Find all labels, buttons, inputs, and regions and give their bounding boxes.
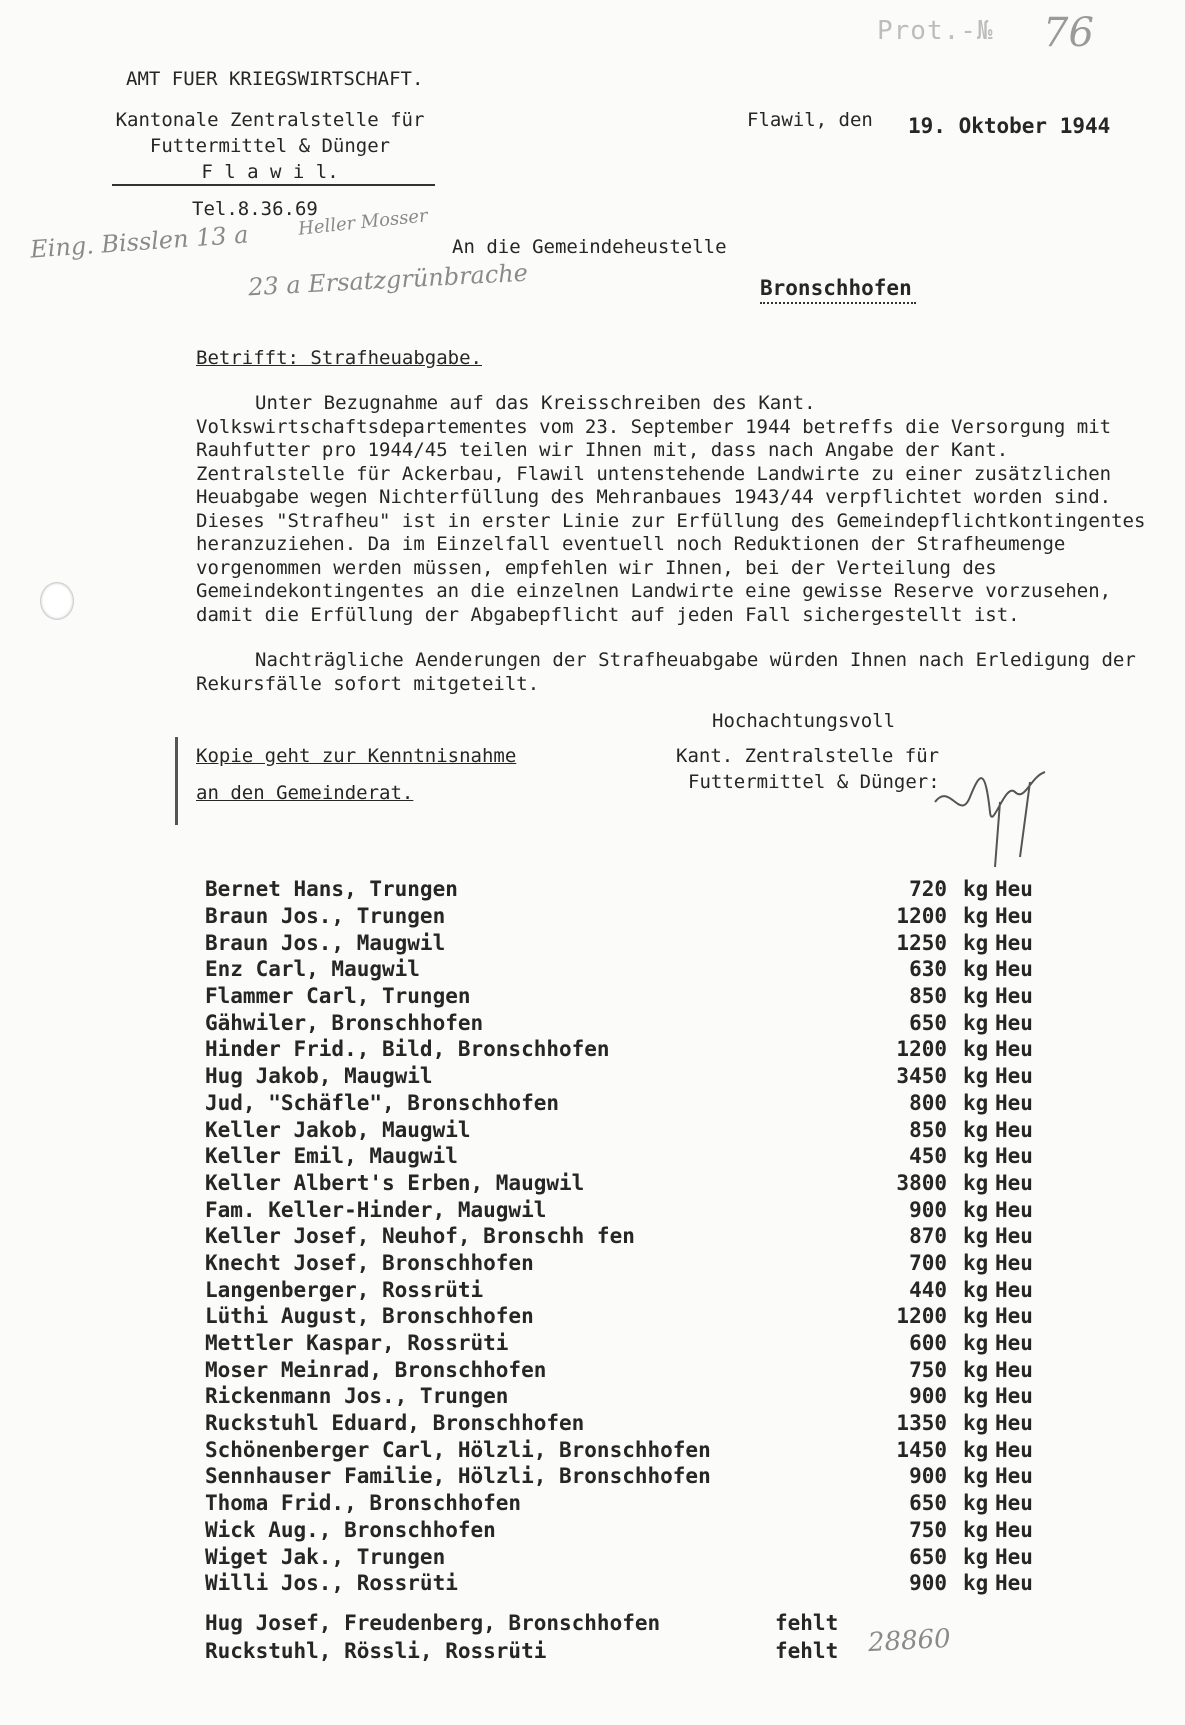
entry-name: Willi Jos., Rossrüti bbox=[205, 1571, 458, 1596]
entry-item: Heu bbox=[995, 1277, 1033, 1302]
copy-note-line1: Kopie geht zur Kenntnisnahme bbox=[196, 745, 517, 767]
table-row bbox=[205, 1463, 1055, 1490]
entry-item: Heu bbox=[995, 1464, 1033, 1489]
entry-item: Heu bbox=[995, 957, 1033, 982]
table-row bbox=[205, 1303, 1055, 1330]
entry-item: Heu bbox=[995, 1437, 1033, 1462]
entry-quantity: 1250 bbox=[896, 930, 947, 955]
entry-item: Heu bbox=[995, 1064, 1033, 1089]
entry-unit: kg bbox=[963, 1250, 989, 1275]
table-row bbox=[205, 1517, 1055, 1544]
entry-name: Enz Carl, Maugwil bbox=[205, 957, 420, 982]
entry-quantity: 3450 bbox=[896, 1064, 947, 1089]
entry-quantity: 750 bbox=[909, 1357, 947, 1382]
entry-name: Hug Jakob, Maugwil bbox=[205, 1064, 433, 1089]
entry-item: Heu bbox=[995, 1411, 1033, 1436]
body-paragraph-1: Unter Bezugnahme auf das Kreisschreiben des Kant. Volkswirtschaftsdepartementes vom 23. September 1944 betreffs die Versorgung mit Rauhfutter pro 1944/45 teilen wir Ihnen mit, dass nach Angabe der Kant. Zentralstelle für Ackerbau, Flawil untenstehende Landwirte zu einer zusätzlichen Heuabgabe wegen Nichterfüllung des Mehranbaues 1943/44 verpflichtet worden sind. Dieses "Strafheu" ist in erster Linie zur Erfüllung des Gemeindepflichtkontingentes heranzuziehen. Da im Einzelfall eventuell noch Reduktionen der Strafheumenge vorgenommen werden müssen, empfehlen wir Ihnen, bei der Verteilung des Gemeindekontingentes an die einzelnen Landwirte eine gewisse Reserve vorzusehen, damit die Erfüllung der Abgabepflicht auf jeden Fall sichergestellt ist. bbox=[196, 392, 1146, 626]
table-row bbox=[205, 983, 1055, 1010]
entry-item: Heu bbox=[995, 1144, 1033, 1169]
entry-unit: kg bbox=[963, 1517, 989, 1542]
entry-quantity: 600 bbox=[909, 1331, 947, 1356]
entry-item: Heu bbox=[995, 1331, 1033, 1356]
entry-quantity: 900 bbox=[909, 1384, 947, 1409]
entry-item: Heu bbox=[995, 1117, 1033, 1142]
handwritten-signature bbox=[930, 762, 1060, 872]
entry-name: Flammer Carl, Trungen bbox=[205, 984, 471, 1009]
date-place: Flawil, den bbox=[747, 109, 873, 131]
sender-line3: Futtermittel & Dünger bbox=[149, 135, 391, 157]
entry-quantity: 720 bbox=[909, 877, 947, 902]
entry-name: Thoma Frid., Bronschhofen bbox=[205, 1491, 522, 1516]
recipient-place: Bronschhofen bbox=[760, 276, 916, 304]
entry-unit: kg bbox=[963, 984, 989, 1009]
entry-quantity: 850 bbox=[909, 1117, 947, 1142]
entry-item: Heu bbox=[995, 930, 1033, 955]
entry-quantity: 1450 bbox=[896, 1437, 947, 1462]
entry-quantity: 1200 bbox=[896, 1037, 947, 1062]
entry-unit: kg bbox=[963, 1010, 989, 1035]
entry-name: Gähwiler, Bronschhofen bbox=[205, 1010, 484, 1035]
entry-name: Schönenberger Carl, Hölzli, Bronschhofen bbox=[205, 1437, 711, 1462]
entry-name: Moser Meinrad, Bronschhofen bbox=[205, 1357, 547, 1382]
entry-quantity: 700 bbox=[909, 1250, 947, 1275]
entry-quantity: 650 bbox=[909, 1010, 947, 1035]
protocol-stamp-label: Prot.-№ bbox=[877, 16, 994, 46]
entry-unit: kg bbox=[963, 1491, 989, 1516]
entry-item: Heu bbox=[995, 1090, 1033, 1115]
entry-name: Hinder Frid., Bild, Bronschhofen bbox=[205, 1037, 610, 1062]
entry-item: Heu bbox=[995, 877, 1033, 902]
entry-name: Sennhauser Familie, Hölzli, Bronschhofen bbox=[205, 1464, 711, 1489]
entry-item: Heu bbox=[995, 1250, 1033, 1275]
entry-item: Heu bbox=[995, 1544, 1033, 1569]
entry-quantity: 630 bbox=[909, 957, 947, 982]
entry-unit: kg bbox=[963, 1170, 989, 1195]
entry-unit: kg bbox=[963, 1544, 989, 1569]
entry-unit: kg bbox=[963, 1117, 989, 1142]
sender-phone: Tel.8.36.69 bbox=[192, 198, 318, 220]
entry-quantity: 900 bbox=[909, 1464, 947, 1489]
entry-quantity: 800 bbox=[909, 1090, 947, 1115]
entry-quantity: 650 bbox=[909, 1491, 947, 1516]
entry-item: Heu bbox=[995, 1571, 1033, 1596]
table-row bbox=[205, 1410, 1055, 1437]
margin-bracket bbox=[175, 737, 178, 825]
entry-item: Heu bbox=[995, 1517, 1033, 1542]
table-row bbox=[205, 1196, 1055, 1223]
closing-signature-line1: Kant. Zentralstelle für bbox=[676, 745, 940, 767]
table-row bbox=[205, 1276, 1055, 1303]
entry-unit: kg bbox=[963, 1384, 989, 1409]
entry-quantity: 900 bbox=[909, 1571, 947, 1596]
entry-item: Heu bbox=[995, 1224, 1033, 1249]
entry-item: Heu bbox=[995, 1384, 1033, 1409]
closing-greeting: Hochachtungsvoll bbox=[712, 710, 896, 732]
entry-unit: kg bbox=[963, 1064, 989, 1089]
missing-row bbox=[205, 1609, 905, 1637]
entry-quantity: 1350 bbox=[896, 1411, 947, 1436]
copy-note-line2: an den Gemeinderat. bbox=[196, 782, 414, 804]
table-row bbox=[205, 1223, 1055, 1250]
closing-signature-line2: Futtermittel & Dünger: bbox=[688, 771, 940, 793]
entry-name: Bernet Hans, Trungen bbox=[205, 877, 458, 902]
table-row bbox=[205, 1009, 1055, 1036]
sender-office: AMT FUER KRIEGSWIRTSCHAFT. bbox=[126, 68, 424, 90]
entry-unit: kg bbox=[963, 1090, 989, 1115]
entry-name: Lüthi August, Bronschhofen bbox=[205, 1304, 534, 1329]
entry-unit: kg bbox=[963, 1411, 989, 1436]
subject-line: Betrifft: Strafheuabgabe. bbox=[196, 347, 482, 369]
body-paragraph-2: Nachträgliche Aenderungen der Strafheuabgabe würden Ihnen nach Erledigung der Rekursfälle sofort mitgeteilt. bbox=[196, 649, 1136, 695]
missing-name: Hug Josef, Freudenberg, Bronschhofen bbox=[205, 1611, 661, 1635]
missing-entries bbox=[205, 1609, 905, 1665]
entry-item: Heu bbox=[995, 904, 1033, 929]
table-row bbox=[205, 876, 1055, 903]
entry-quantity: 650 bbox=[909, 1544, 947, 1569]
date-value: 19. Oktober 1944 bbox=[908, 114, 1111, 138]
table-row bbox=[205, 1436, 1055, 1463]
entry-quantity: 750 bbox=[909, 1517, 947, 1542]
entry-quantity: 3800 bbox=[896, 1170, 947, 1195]
protocol-stamp-number: 76 bbox=[1043, 10, 1094, 56]
entry-item: Heu bbox=[995, 1491, 1033, 1516]
table-row bbox=[205, 1356, 1055, 1383]
entry-unit: kg bbox=[963, 1571, 989, 1596]
entry-name: Keller Emil, Maugwil bbox=[205, 1144, 458, 1169]
table-row bbox=[205, 1490, 1055, 1517]
entry-item: Heu bbox=[995, 1170, 1033, 1195]
entry-name: Wiget Jak., Trungen bbox=[205, 1544, 446, 1569]
entry-unit: kg bbox=[963, 1224, 989, 1249]
entry-quantity: 1200 bbox=[896, 1304, 947, 1329]
entry-unit: kg bbox=[963, 877, 989, 902]
table-row bbox=[205, 1570, 1055, 1597]
recipient-line1: An die Gemeindeheustelle bbox=[452, 236, 727, 258]
missing-status: fehlt bbox=[775, 1611, 839, 1635]
entry-unit: kg bbox=[963, 1037, 989, 1062]
entry-name: Ruckstuhl Eduard, Bronschhofen bbox=[205, 1411, 585, 1436]
table-row bbox=[205, 956, 1055, 983]
table-row bbox=[205, 1090, 1055, 1117]
table-row bbox=[205, 1063, 1055, 1090]
entry-name: Jud, "Schäfle", Bronschhofen bbox=[205, 1090, 560, 1115]
entry-quantity: 900 bbox=[909, 1197, 947, 1222]
entry-unit: kg bbox=[963, 904, 989, 929]
hay-levy-table bbox=[205, 876, 1055, 1597]
entry-unit: kg bbox=[963, 1277, 989, 1302]
missing-status: fehlt bbox=[775, 1639, 839, 1663]
table-row bbox=[205, 1250, 1055, 1277]
entry-item: Heu bbox=[995, 984, 1033, 1009]
table-row bbox=[205, 1543, 1055, 1570]
entry-unit: kg bbox=[963, 1197, 989, 1222]
table-row bbox=[205, 1330, 1055, 1357]
entry-item: Heu bbox=[995, 1010, 1033, 1035]
table-row bbox=[205, 1116, 1055, 1143]
table-row bbox=[205, 929, 1055, 956]
sender-line4: F l a w i l. bbox=[201, 161, 339, 183]
handwritten-total: 28860 bbox=[867, 1623, 952, 1659]
entry-name: Keller Albert's Erben, Maugwil bbox=[205, 1170, 585, 1195]
table-row bbox=[205, 1143, 1055, 1170]
entry-quantity: 450 bbox=[909, 1144, 947, 1169]
entry-quantity: 850 bbox=[909, 984, 947, 1009]
entry-quantity: 1200 bbox=[896, 904, 947, 929]
entry-name: Knecht Josef, Bronschhofen bbox=[205, 1250, 534, 1275]
entry-name: Langenberger, Rossrüti bbox=[205, 1277, 484, 1302]
table-row bbox=[205, 1170, 1055, 1197]
missing-row bbox=[205, 1637, 905, 1665]
entry-unit: kg bbox=[963, 1357, 989, 1382]
entry-unit: kg bbox=[963, 1331, 989, 1356]
entry-name: Rickenmann Jos., Trungen bbox=[205, 1384, 509, 1409]
punch-hole bbox=[40, 582, 74, 620]
entry-name: Mettler Kaspar, Rossrüti bbox=[205, 1331, 509, 1356]
entry-unit: kg bbox=[963, 1144, 989, 1169]
entry-name: Braun Jos., Trungen bbox=[205, 904, 446, 929]
entry-name: Braun Jos., Maugwil bbox=[205, 930, 446, 955]
sender-rule bbox=[112, 184, 435, 186]
table-row bbox=[205, 1383, 1055, 1410]
entry-item: Heu bbox=[995, 1357, 1033, 1382]
entry-name: Keller Josef, Neuhof, Bronschh fen bbox=[205, 1224, 635, 1249]
missing-name: Ruckstuhl, Rössli, Rossrüti bbox=[205, 1639, 547, 1663]
entry-unit: kg bbox=[963, 957, 989, 982]
entry-unit: kg bbox=[963, 930, 989, 955]
handwritten-note-line1: Eing. Bisslen 13 a bbox=[29, 220, 250, 264]
entry-item: Heu bbox=[995, 1197, 1033, 1222]
entry-unit: kg bbox=[963, 1304, 989, 1329]
entry-name: Keller Jakob, Maugwil bbox=[205, 1117, 471, 1142]
entry-item: Heu bbox=[995, 1037, 1033, 1062]
sender-line2: Kantonale Zentralstelle für bbox=[115, 109, 425, 131]
entry-quantity: 870 bbox=[909, 1224, 947, 1249]
handwritten-note-line2: 23 a Ersatzgrünbrache bbox=[247, 258, 529, 302]
table-row bbox=[205, 1036, 1055, 1063]
entry-unit: kg bbox=[963, 1464, 989, 1489]
entry-name: Wick Aug., Bronschhofen bbox=[205, 1517, 496, 1542]
entry-item: Heu bbox=[995, 1304, 1033, 1329]
table-row bbox=[205, 903, 1055, 930]
handwritten-note-line1b: Heller Mosser bbox=[297, 205, 429, 240]
entry-unit: kg bbox=[963, 1437, 989, 1462]
entry-name: Fam. Keller-Hinder, Maugwil bbox=[205, 1197, 547, 1222]
entry-quantity: 440 bbox=[909, 1277, 947, 1302]
